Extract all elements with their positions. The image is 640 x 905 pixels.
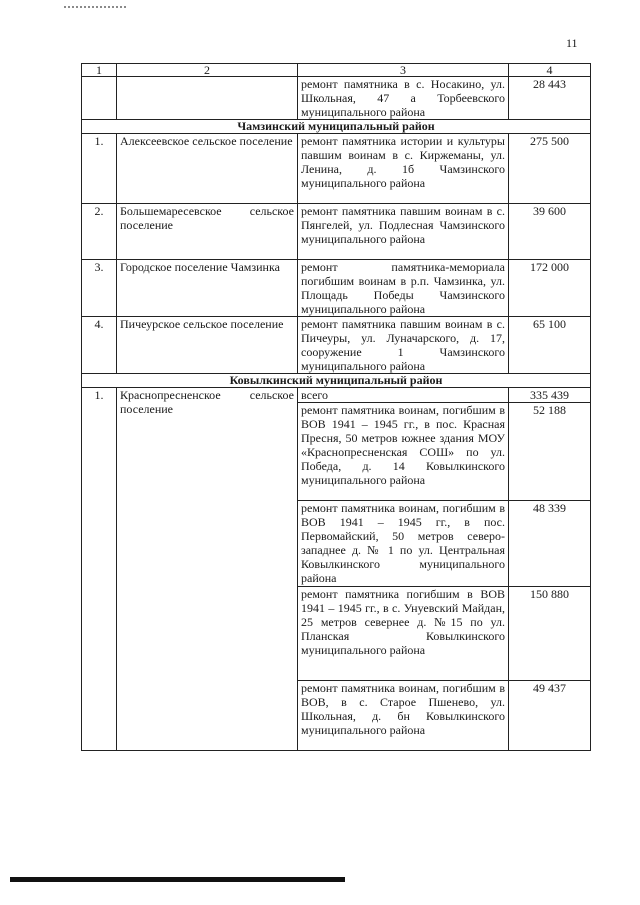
region-row [82,120,591,134]
table-row [82,134,591,204]
settlement-cell: Пичеурское сельское поселение [117,317,298,374]
row-number: 1. [82,388,117,751]
page-number: 11 [566,36,578,50]
column-header-2: 2 [117,64,298,77]
description-cell: ремонт памятника в с. Носакино, ул. Школьная, 47 а Торбеевского муниципального района [298,77,509,120]
column-header-4: 4 [509,64,591,77]
settlement-cell: Краснопресненское сельское поселение [117,388,298,751]
table-row [82,388,591,403]
description-cell: ремонт памятника павшим воинам в с. Пянгелей, ул. Подлесная Чамзинского муниципального района [298,204,509,260]
header-row [82,64,591,77]
table-row [82,77,591,120]
total-amount: 335 439 [509,388,591,403]
region-title: Ковылкинский муниципальный район [82,374,591,388]
table-row [82,260,591,317]
scan-artifact-top [64,6,126,10]
total-label: всего [298,388,509,403]
table-row [82,317,591,374]
description-cell: ремонт памятника погибшим в ВОВ 1941 – 1945 гг., в с. Унуевский Майдан, 25 метров севернее д. №15 по ул. Планская Ковылкинского муниципального района [298,587,509,681]
amount-cell: 28 443 [509,77,591,120]
region-title: Чамзинский муниципальный район [82,120,591,134]
amount-cell: 150 880 [509,587,591,681]
settlement-cell: Большемаресевское сельское поселение [117,204,298,260]
description-cell: ремонт памятника воинам, погибшим в ВОВ, в с. Старое Пшенево, ул. Школьная, д. бн Ковылкинского муниципального района [298,681,509,751]
row-number: 3. [82,260,117,317]
amount-cell: 48 339 [509,501,591,587]
region-row [82,374,591,388]
row-number: 2. [82,204,117,260]
amount-cell: 39 600 [509,204,591,260]
description-cell: ремонт памятника воинам, погибшим в ВОВ 1941 – 1945 гг., в пос. Первомайский, 50 метров северо-западнее д. № 1 по ул. Центральная Ковылкинского муниципального района [298,501,509,587]
row-number: 4. [82,317,117,374]
description-cell: ремонт памятника истории и культуры павшим воинам в с. Киржеманы, ул. Ленина, д. 1б Чамзинского муниципального района [298,134,509,204]
row-number: 1. [82,134,117,204]
amount-cell: 275 500 [509,134,591,204]
amount-cell: 172 000 [509,260,591,317]
amount-cell: 52 188 [509,403,591,501]
description-cell: ремонт памятника воинам, погибшим в ВОВ 1941 – 1945 гг., в пос. Красная Пресня, 50 метров южнее здания МОУ «Краснопресненская СОШ» по ул. Победа, д. 14 Ковылкинского муниципального района [298,403,509,501]
column-header-1: 1 [82,64,117,77]
table-row [82,204,591,260]
row-number [82,77,117,120]
amount-cell: 49 437 [509,681,591,751]
column-header-3: 3 [298,64,509,77]
description-cell: ремонт памятника-мемориала погибшим воинам в р.п. Чамзинка, ул. Площадь Победы Чамзинского муниципального района [298,260,509,317]
settlement-cell: Алексеевское сельское поселение [117,134,298,204]
settlement-cell [117,77,298,120]
monuments-table [81,63,591,751]
scan-artifact-bottom [10,877,345,882]
amount-cell: 65 100 [509,317,591,374]
description-cell: ремонт памятника павшим воинам в с. Пичеуры, ул. Луначарского, д. 17, сооружение 1 Чамзинского муниципального района [298,317,509,374]
settlement-cell: Городское поселение Чамзинка [117,260,298,317]
